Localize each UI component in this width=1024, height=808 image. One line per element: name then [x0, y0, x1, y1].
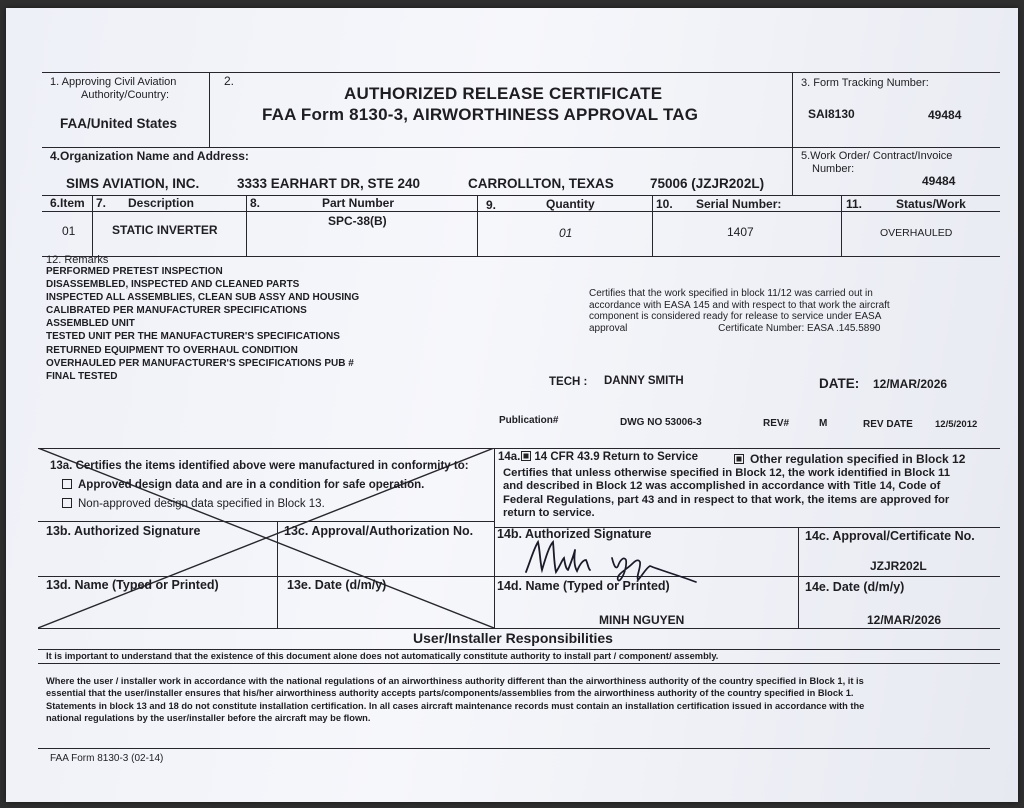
block14e-label: 14e. Date (d/m/y): [805, 580, 905, 594]
block1-label-2: Authority/Country:: [81, 89, 170, 101]
tracking-number: 49484: [928, 108, 962, 122]
block5-label: 5.Work Order/ Contract/Invoice: [801, 150, 953, 162]
responsibilities-intro: It is important to understand that the existence of this document alone does not automatically constitute authority to install part / component/ assembly.: [46, 651, 719, 661]
row-status: OVERHAULED: [880, 227, 953, 239]
block2-label: 2.: [224, 74, 235, 88]
block14a-line: and described in Block 12 was accomplished in accordance with Title 14, Code of: [503, 480, 941, 493]
row-item: 01: [62, 224, 76, 238]
responsibilities-paragraph: [46, 675, 864, 724]
block14a-line: return to service.: [503, 506, 595, 519]
block14a-line: Certifies that unless otherwise specified in Block 12, the work identified in Block 11: [503, 467, 950, 479]
block13e-label: 13e. Date (d/m/y): [287, 578, 387, 592]
other-regulation-label: Other regulation specified in Block 12: [750, 452, 966, 466]
block13a-text: 13a. Certifies the items identified above were manufactured in conformity to:: [50, 460, 469, 472]
rule-v-part: [477, 195, 478, 256]
approving-authority: FAA/United States: [60, 116, 178, 131]
block14a-statement: [503, 467, 950, 520]
col-7: 7.: [96, 196, 107, 210]
option-nonapproved-label: Non-approved design data specified in Block 13.: [78, 498, 325, 510]
block14a-other: [734, 452, 965, 466]
remark-line: TESTED UNIT PER THE MANUFACTURER'S SPECIFICATIONS: [46, 331, 340, 343]
col-status: Status/Work: [896, 197, 966, 211]
publication-label: Publication#: [499, 415, 559, 426]
block3-label: 3. Form Tracking Number:: [801, 77, 929, 89]
release-date: 12/MAR/2026: [867, 613, 942, 627]
row-description: STATIC INVERTER: [112, 223, 218, 237]
block1-label: 1. Approving Civil Aviation: [50, 76, 177, 88]
tech-name: DANNY SMITH: [604, 375, 684, 387]
tracking-prefix: SAI8130: [808, 107, 855, 121]
block14c-label: 14c. Approval/Certificate No.: [805, 529, 975, 543]
block13a-option-approved: [62, 479, 424, 491]
responsibility-line: national regulations by the user/installer before the aircraft may be flown.: [46, 712, 371, 723]
rev-date-label: REV DATE: [863, 419, 913, 430]
remark-line: CALIBRATED PER MANUFACTURER SPECIFICATIONS: [46, 305, 307, 317]
col-serial: Serial Number:: [696, 197, 782, 211]
block13c-label: 13c. Approval/Authorization No.: [284, 524, 474, 538]
remark-line: DISASSEMBLED, INSPECTED AND CLEANED PARTS: [46, 279, 300, 291]
rule-v-14bc: [798, 527, 799, 628]
block13-void-cross: [38, 448, 494, 628]
checkbox-cfr-43-9[interactable]: [521, 451, 531, 461]
rule-v-serial: [841, 195, 842, 256]
col-8: 8.: [250, 196, 261, 210]
signer-name: MINH NGUYEN: [599, 613, 685, 627]
certificate-document: [6, 8, 1018, 802]
org-city: CARROLLTON, TEXAS: [468, 176, 614, 191]
col-9: 9.: [486, 198, 497, 212]
easa-approval: approval: [589, 322, 628, 334]
easa-last-line: [589, 323, 890, 335]
block5-label-2: Number:: [812, 163, 855, 175]
rule-v-item: [92, 195, 93, 256]
row-quantity: 01: [559, 226, 573, 240]
rule-resp-intro: [38, 663, 1000, 664]
remark-line: ASSEMBLED UNIT: [46, 318, 135, 330]
rule-v-block3: [792, 72, 793, 195]
rule-top: [42, 72, 1000, 73]
cfr-43-9-label: 14 CFR 43.9 Return to Service: [534, 451, 699, 463]
block14d-label: 14d. Name (Typed or Printed): [497, 579, 670, 593]
certificate-title: AUTHORIZED RELEASE CERTIFICATE: [344, 84, 663, 103]
remark-line: OVERHAULED PER MANUFACTURER'S SPECIFICATIONS PUB #: [46, 357, 354, 369]
org-label: 4.Organization Name and Address:: [50, 149, 249, 163]
block13d-label: 13d. Name (Typed or Printed): [46, 578, 219, 592]
col-quantity: Quantity: [546, 197, 595, 211]
easa-statement: [589, 288, 890, 334]
form-id: FAA Form 8130-3 (02-14): [50, 753, 164, 764]
checkbox-other-regulation[interactable]: [734, 454, 744, 464]
block14a-label: 14a.: [498, 451, 521, 463]
rule-items-head: [42, 211, 1000, 212]
rule-resp-heading: [38, 649, 1000, 650]
date-label: DATE:: [819, 376, 860, 391]
remark-line: INSPECTED ALL ASSEMBLIES, CLEAN SUB ASSY AND HOUSING: [46, 292, 360, 304]
checkbox-nonapproved[interactable]: [62, 498, 72, 508]
org-name: SIMS AVIATION, INC.: [66, 176, 200, 191]
remark-line: PERFORMED PRETEST INSPECTION: [46, 266, 223, 277]
block13a-option-nonapproved: [62, 498, 325, 510]
rev-date-value: 12/5/2012: [935, 419, 978, 430]
responsibilities-heading: User/Installer Responsibilities: [413, 630, 613, 646]
block14a-header: [498, 451, 698, 463]
row-part-number: SPC-38(B): [328, 214, 387, 228]
easa-cert-number: Certificate Number: EASA .145.5890: [718, 322, 881, 334]
rule-v-block1: [209, 72, 210, 147]
org-zip: 75006 (JZJR202L): [650, 176, 765, 191]
block14b-label: 14b. Authorized Signature: [497, 527, 652, 541]
responsibility-line: essential that the user/installer ensures that his/her airworthiness authority accepts parts/components/assemblies from the airworthiness authority of the country specified in Block 1.: [46, 688, 854, 699]
remark-line: RETURNED EQUIPMENT TO OVERHAUL CONDITION: [46, 344, 298, 356]
checkbox-approved[interactable]: [62, 479, 72, 489]
rule-v-qty: [652, 195, 653, 256]
remark-line: FINAL TESTED: [46, 370, 118, 382]
easa-line: accordance with EASA 145 and with respect to that work the aircraft: [589, 299, 890, 311]
easa-line: Certifies that the work specified in block 11/12 was carried out in: [589, 288, 873, 299]
remarks-list: [46, 265, 359, 383]
rev-label: REV#: [763, 418, 790, 429]
rule-org: [42, 147, 1000, 148]
handwritten-signature: [520, 536, 700, 584]
org-street: 3333 EARHART DR, STE 240: [237, 176, 421, 191]
rev-value: M: [819, 418, 828, 429]
rule-v-desc: [246, 195, 247, 256]
col-description: Description: [128, 196, 195, 210]
rule-v-13-14: [494, 448, 495, 628]
col-item: 6.Item: [50, 196, 85, 210]
responsibility-line: Where the user / installer work in accordance with the national regulations of an airworthiness authority different than the airworthiness authority of the country specified in Block 1, it is: [46, 676, 864, 686]
easa-line: component is considered ready for release to service under EASA: [589, 311, 882, 323]
rule-footer: [38, 748, 990, 749]
block14a-line: Federal Regulations, part 43 and in respect to that work, the items are approved for: [503, 493, 950, 506]
certificate-number: JZJR202L: [870, 559, 927, 573]
tech-label: TECH :: [549, 376, 588, 388]
dwg-number: DWG NO 53006-3: [620, 417, 702, 428]
row-serial: 1407: [727, 225, 754, 239]
responsibility-line: Statements in block 13 and 18 do not constitute installation certification. In all cases aircraft maintenance records must contain an installation certification issued in accordance with the: [46, 700, 865, 711]
option-approved-label: Approved design data and are in a condition for safe operation.: [78, 479, 425, 491]
rule-remarks: [42, 256, 1000, 257]
work-order-number: 49484: [922, 174, 956, 188]
col-part-number: Part Number: [322, 196, 395, 210]
col-10: 10.: [656, 197, 673, 211]
remarks-label: 12. Remarks: [46, 254, 109, 266]
date-value: 12/MAR/2026: [873, 377, 948, 391]
col-11: 11.: [846, 197, 863, 211]
block13b-label: 13b. Authorized Signature: [46, 524, 201, 538]
rule-name-bottom: [38, 628, 1000, 629]
form-title: FAA Form 8130-3, AIRWORTHINESS APPROVAL TAG: [262, 105, 699, 124]
